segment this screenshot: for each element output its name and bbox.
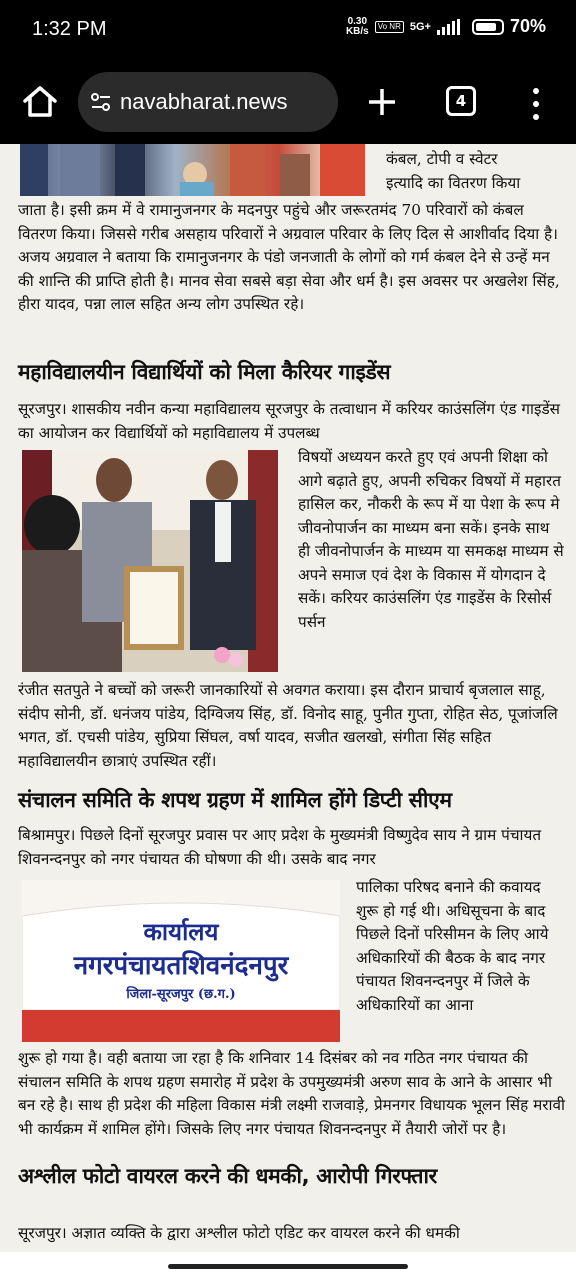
- site-settings-icon[interactable]: [90, 91, 112, 113]
- story3-intro: बिश्रामपुर। पिछले दिनों सूरजपुर प्रवास पर आए प्रदेश के मुख्यमंत्री विष्णुदेव साय ने ग्राम पंचायत शिवनन्दनपुर को नगर पंचायत की घोषणा की थी। उसके बाद नगर: [18, 826, 542, 868]
- status-time: 1:32 PM: [32, 18, 107, 40]
- headline-oath-ceremony: संचालन समिति के शपथ ग्रहण में शामिल होंगे डिप्टी सीएम: [18, 788, 452, 812]
- home-icon: [20, 82, 60, 122]
- blanket-distribution-photo: [20, 144, 365, 196]
- newspaper-page: [0, 144, 576, 1252]
- sign-line-1: कार्यालय: [143, 917, 219, 946]
- home-button[interactable]: [20, 82, 60, 122]
- top-side-line-2: इत्यादि का वितरण किया: [386, 174, 521, 192]
- sign-line-2: नगरपंचायतशिवनंदनपुर: [73, 951, 289, 981]
- top-paragraph: जाता है। इसी क्रम में वे रामानुजनगर के मदनपुर पहुंचे और जरूरतमंद 70 परिवारों को कंबल वितरण किया। जिससे गरीब असहाय परिवारों ने अग्रवाल परिवार के लिए दिल से आशीर्वाद दिया है। अजय अग्रवाल ने बताया कि रामानुजनगर के पंडो जनजाती के लोगों को गर्म कंबल देने से उन्हें मन की शान्ति की प्राप्ति होती है। मानव सेवा सबसे बड़ा सेवा और धर्म है। इस अवसर पर अखलेश सिंह, हीरा यादव, पन्ना लाल सहित अन्य लोग उपस्थित रहे।: [18, 201, 560, 313]
- nagar-panchayat-sign-photo: [22, 880, 340, 1042]
- more-menu-icon[interactable]: [526, 84, 546, 124]
- top-side-line-1: कंबल, टोपी व स्वेटर: [386, 150, 498, 168]
- url-text[interactable]: navabharat.news: [120, 89, 288, 114]
- address-bar[interactable]: [78, 72, 338, 132]
- browser-toolbar: [0, 64, 576, 144]
- gesture-handle[interactable]: [168, 1264, 408, 1269]
- new-tab-button[interactable]: [364, 84, 400, 120]
- story2-side-text: विषयों अध्ययन करते हुए एवं अपनी शिक्षा को आगे बढ़ाते हुए, अपनी रुचिकर विषयों में महारत हासिल कर, नौकरी के रूप में या पेशा के रूप मे जीवनोपार्जन का माध्यम बना सकें। इनके साथ ही जीवनोपार्जन के माध्यम या समकक्ष माध्यम से अपने समाज एवं देश के विकास में योगदान दे सकें। करियर काउंसलिंग एंड गाइडेंस के रिसोर्स पर्सन: [298, 448, 564, 631]
- status-bar: [0, 0, 576, 64]
- headline-career-guidance: महाविद्यालयीन विद्यार्थियों को मिला कैरियर गाइडेंस: [18, 360, 391, 384]
- story3-rest: शुरू हो गया है। वही बताया जा रहा है कि शनिवार 14 दिसंबर को नव गठित नगर पंचायत की संचालन समिति के शपथ ग्रहण समारोह में प्रदेश के उपमुख्यमंत्री अरुण साव के आने के आसार भी बन रहे है। साथ ही प्रदेश की महिला विकास मंत्री लक्ष्मी राजवाड़े, प्रेमनगर विधायक भूलन सिंह मरावी भी कार्यक्रम में शामिल होंगे। जिसके लिए नगर पंचायत शिवनन्दनपुर में तैयारी जोरों पर है।: [18, 1049, 565, 1138]
- story2-intro: सूरजपुर। शासकीय नवीन कन्या महाविद्यालय सूरजपुर के तत्वाधान में करियर काउंसलिंग एंड गाइडेंस का आयोजन कर विद्यार्थियों को महाविद्यालय में उपलब्ध: [18, 400, 561, 442]
- volte-icon: Vo NR: [375, 21, 404, 33]
- tab-switcher-button[interactable]: 4: [446, 86, 476, 116]
- battery-icon: [472, 19, 504, 35]
- battery-percent: 70%: [509, 16, 546, 36]
- story4-intro: सूरजपुर। अज्ञात व्यक्ति के द्वारा अश्लील फोटो एडिट कर वायरल करने की धमकी: [18, 1224, 460, 1242]
- story3-side-text: पालिका परिषद बनाने की कवायद शुरू हो गई थी। अधिसूचना के बाद पिछले दिनों परिसीमन के लिए आये अधिकारियों की बैठक के बाद नगर पंचायत शिवनन्दनपुर में जिले के अधिकारियों का आना: [356, 878, 549, 1014]
- plus-icon: [364, 84, 400, 120]
- network-speed: 0.30 KB/s: [345, 15, 369, 37]
- story2-rest: रंजीत सतपुते ने बच्चों को जरूरी जानकारियों से अवगत कराया। इस दौरान प्राचार्य बृजलाल साहू, संदीप सोनी, डॉ. धनंजय पांडेय, दिग्विजय सिंह, डॉ. विनोद साहू, पुनीत गुप्ता, रोहित सेठ, पूजांजलि भगत, डॉ. एचसी पांडेय, सुप्रिया सिंघल, वर्षा यादव, सजीत खलखो, संगीता सिंह सहित महाविद्यालयीन छात्राएं उपस्थित रहीं।: [18, 681, 558, 770]
- signal-icon: [437, 19, 460, 35]
- career-guidance-photo: [22, 450, 278, 672]
- headline-arrest: अश्लील फोटो वायरल करने की धमकी, आरोपी गिरफ्तार: [18, 1164, 437, 1188]
- network-type: 5G+: [409, 20, 431, 33]
- sign-line-3: जिला-सूरजपुर (छ.ग.): [126, 987, 236, 1002]
- status-indicators: [346, 16, 546, 37]
